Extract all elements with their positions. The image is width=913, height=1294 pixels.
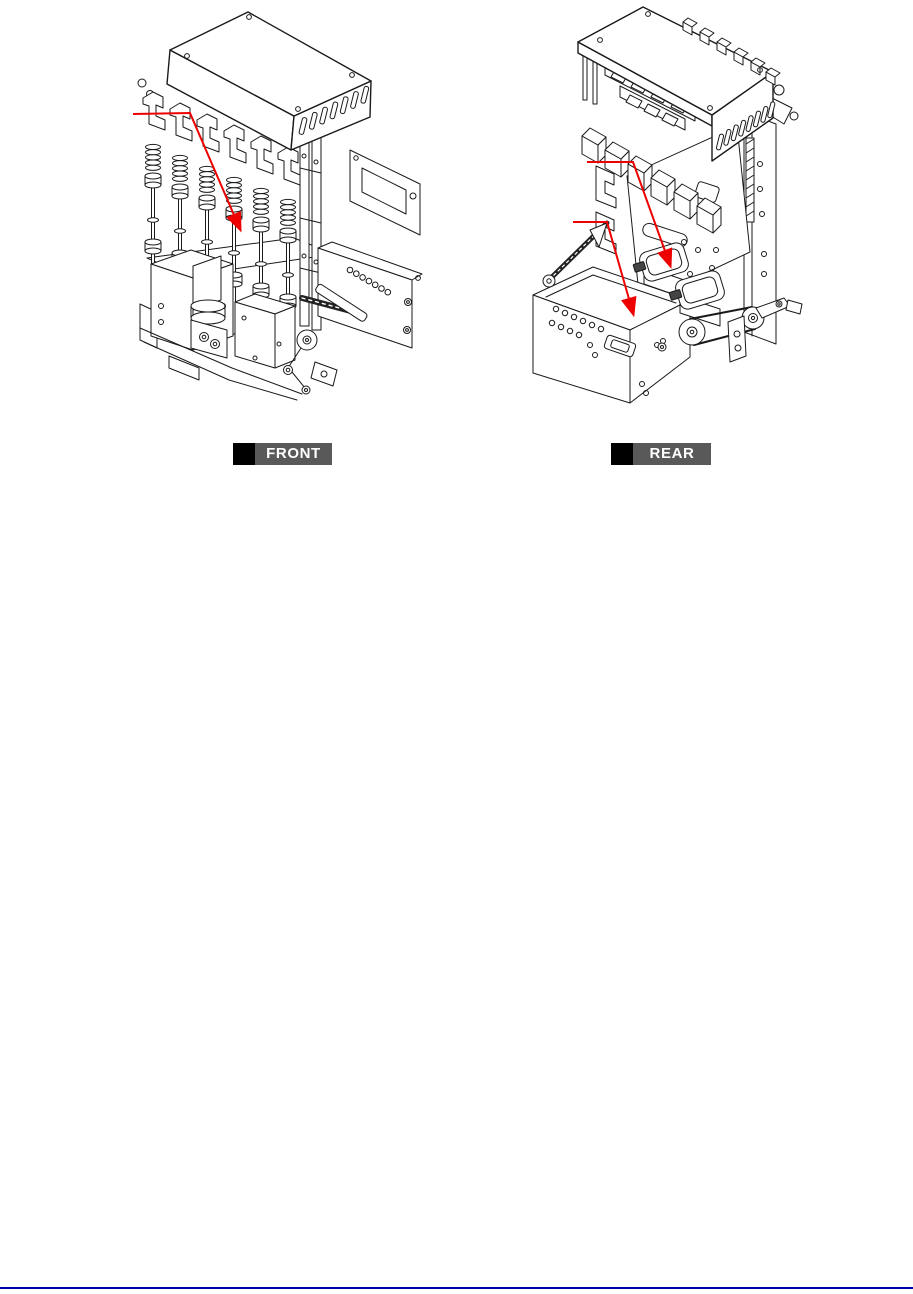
top-cover [167, 12, 371, 150]
base-assembly [140, 250, 302, 400]
caption-black-square [233, 443, 255, 465]
rear-view-illustration [532, 4, 884, 404]
front-caption-label: FRONT [255, 443, 332, 465]
footer-rule [0, 1287, 913, 1289]
support-bracket [350, 150, 420, 235]
rear-caption-label: REAR [633, 443, 711, 465]
caption-black-square [611, 443, 633, 465]
front-caption [233, 443, 332, 465]
rear-caption [611, 443, 711, 465]
front-view-illustration [129, 6, 435, 402]
